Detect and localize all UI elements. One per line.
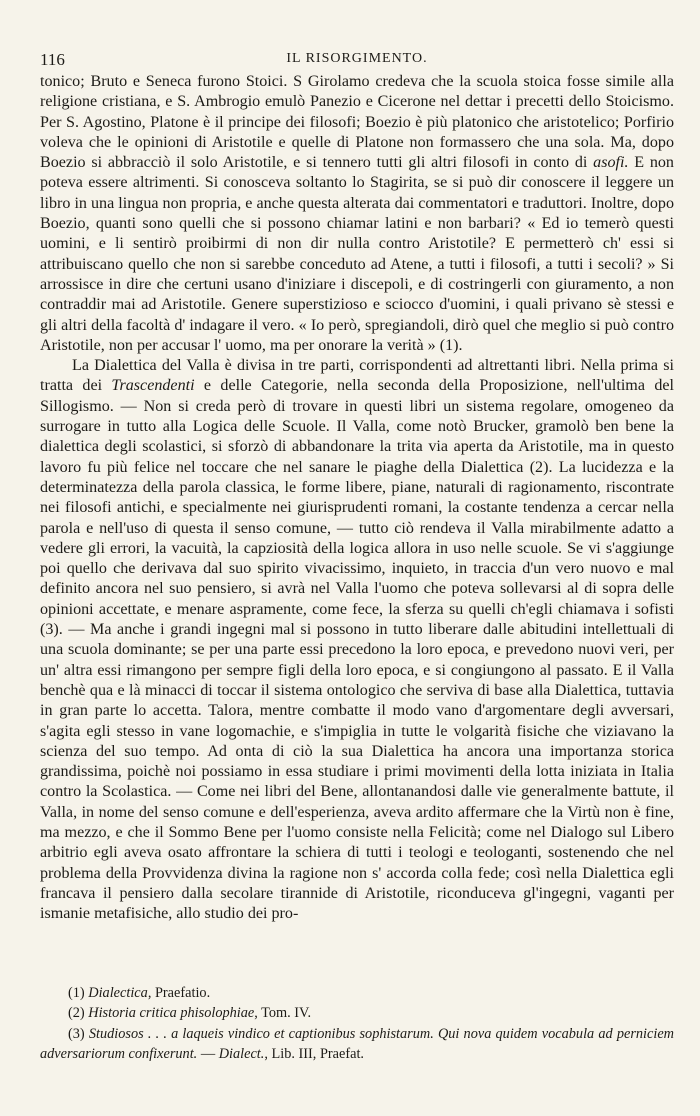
trascendenti-term: Trascendenti xyxy=(111,377,195,395)
footnote-2-number: (2) xyxy=(68,1005,89,1022)
footnote-1 xyxy=(40,983,674,1003)
footnote-2 xyxy=(40,1003,674,1023)
footnote-3-quote: Studiosos . . . a laqueis vindico et captionibus sophistarum. Qui nova quidem vocabula ad perniciem adversariorum confixerunt. xyxy=(40,1025,674,1062)
footnote-1-number: (1) xyxy=(68,985,89,1001)
footnote-3-rest: , Lib. III, Praefat. xyxy=(264,1045,364,1062)
footnote-2-title: Historia critica phisolophiae xyxy=(88,1005,255,1022)
footnote-3-number: (3) xyxy=(68,1025,89,1042)
paragraph-2-text-a: La Dialettica del Valla è divisa in tre parti, corrispondenti ad altrettanti libri. Nella prima si tratta dei xyxy=(40,357,674,395)
paragraph-1 xyxy=(40,72,674,356)
footnote-3-separator: — xyxy=(197,1045,219,1062)
running-title: IL RISORGIMENTO. xyxy=(286,51,428,66)
page-header xyxy=(40,50,674,72)
footnote-3 xyxy=(40,1024,674,1065)
paragraph-1-text-b: E non poteva essere altrimenti. Si conosceva soltanto lo Stagirita, se si può dir conoscere il leggere un libro in una lingua non propria, e anche questa alterata dai commentatori e traduttori. Inoltre, dopo Boezio, quanti sono quelli che si possono chiamar latini e non barbari? « Ed io temerò questi uomini, e li sentirò proibirmi di non dir nulla contro Aristotile? E permetterò ch' essi si attribuiscano quello che non si sarebbe conceduto ad Atene, a tutti i filosofi, a tutti i secoli? » Si arrossisce in dire che certuni usano d'iniziare i discepoli, e di costringerli con giuramento, a non contraddir mai ad Aristotile. Genere superstizioso e sciocco d'uomini, i quali privano sè stessi e gli altri della facoltà d' indagare il vero. « Io però, spregiandoli, dirò quel che meglio si può contro Aristotile, non per accusar l' uomo, ma per onorare la verità » (1). xyxy=(40,154,674,354)
body-text xyxy=(40,72,674,924)
footnotes xyxy=(40,983,674,1064)
page-number: 116 xyxy=(40,50,65,69)
footnote-1-rest: , Praefatio. xyxy=(147,985,211,1001)
paragraph-1-text-a: tonico; Bruto e Seneca furono Stoici. S Girolamo credeva che la scuola stoica fosse simile alla religione cristiana, e S. Ambrogio emulò Panezio e Cicerone nel dettar i precetti dello Stoicismo. Per S. Agostino, Platone è il principe dei filosofi; Boezio è più platonico che aristotelico; Porfirio voleva che le opinioni di Aristotile e quelle di Platone non formassero che una sola. Ma, dopo Boezio si abbracciò il solo Aristotile, e si tennero tutti gli altri filosofi in conto di xyxy=(40,73,674,172)
paragraph-2 xyxy=(40,356,674,924)
footnote-2-rest: , Tom. IV. xyxy=(254,1005,312,1022)
asofi-term: asofi. xyxy=(593,154,629,172)
footnote-3-source: Dialect. xyxy=(218,1045,265,1062)
paragraph-2-text-b: e delle Categorie, nella seconda della Proposizione, nell'ultima del Sillogismo. — Non si creda però di trovare in questi libri un sistema regolare, omogeneo da surrogare in tutto alla Logica delle Scuole. Il Valla, come notò Brucker, gramolò ben bene la dialettica degli scolastici, si sforzò di abbandonare la trita via aperta da Aristotile, ma in questo lavoro fu più felice nel toccare che nel sanare le piaghe della Dialettica (2). La lucidezza e la determinatezza della parola classica, le forme libere, piane, naturali di ragionamento, riscontrate nei filosofi antichi, e specialmente nei giurisprudenti romani, la costante tendenza a cercar nella parola e nell'uso di questa il senso comune, — tutto ciò rendeva il Valla mirabilmente adatto a vedere gli errori, la vacuità, la capziosità della logica allora in uso nelle scuole. Se vi s'aggiunge poi quello che derivava dal suo spirito vivacissimo, inquieto, in traccia d'un vero nuovo e mal definito ancora nel suo pensiero, si avrà nel Valla l'uomo che poteva sollevarsi al di sopra delle opinioni accettate, e menare aspramente, come fece, la sferza su quelli ch'egli chiamava i sofisti (3). — Ma anche i grandi ingegni mal si possono in tutto liberare dalle abitudini intellettuali di una scuola dominante; se per una parte essi precedono la loro epoca, e prevedono nuovi veri, per un' altra essi rimangono per sempre figli della loro epoca, e si congiungono al passato. E il Valla benchè qua e là minacci di toccar il sistema ontologico che serviva di base alla Dialettica, tuttavia in gran parte lo accetta. Talora, mentre combatte il modo vano d'argomentare degli avversari, s'agita egli stesso in vane logomachie, e s'impiglia in tutte le volgarità fisiche che viziavano la scienza del suo tempo. Ad onta di ciò la sua Dialettica ha ancora una importanza storica grandissima, poichè noi possiamo in essa studiare i primi movimenti della lotta iniziata in Italia contro la Scolastica. — Come nei libri del Bene, allontanandosi dalle vie generalmente battute, il Valla, in nome del senso comune e dell'esperienza, aveva ardito affermare che la Virtù non è fine, ma mezzo, e che il Sommo Bene per l'uomo consiste nella Felicità; come nel Dialogo sul Libero arbitrio egli aveva osato affrontare la schiera di tutti i teologi e teologanti, sostenendo che nel problema della Provvidenza divina la ragione non s' accorda colla fede; così nella Dialettica egli francava il pensiero dalla secolare tirannide di Aristotile, riconduceva gl'ingegni, vaganti per ismanie metafisiche, allo studio dei pro- xyxy=(40,377,674,923)
footnote-1-title: Dialectica xyxy=(88,985,148,1001)
